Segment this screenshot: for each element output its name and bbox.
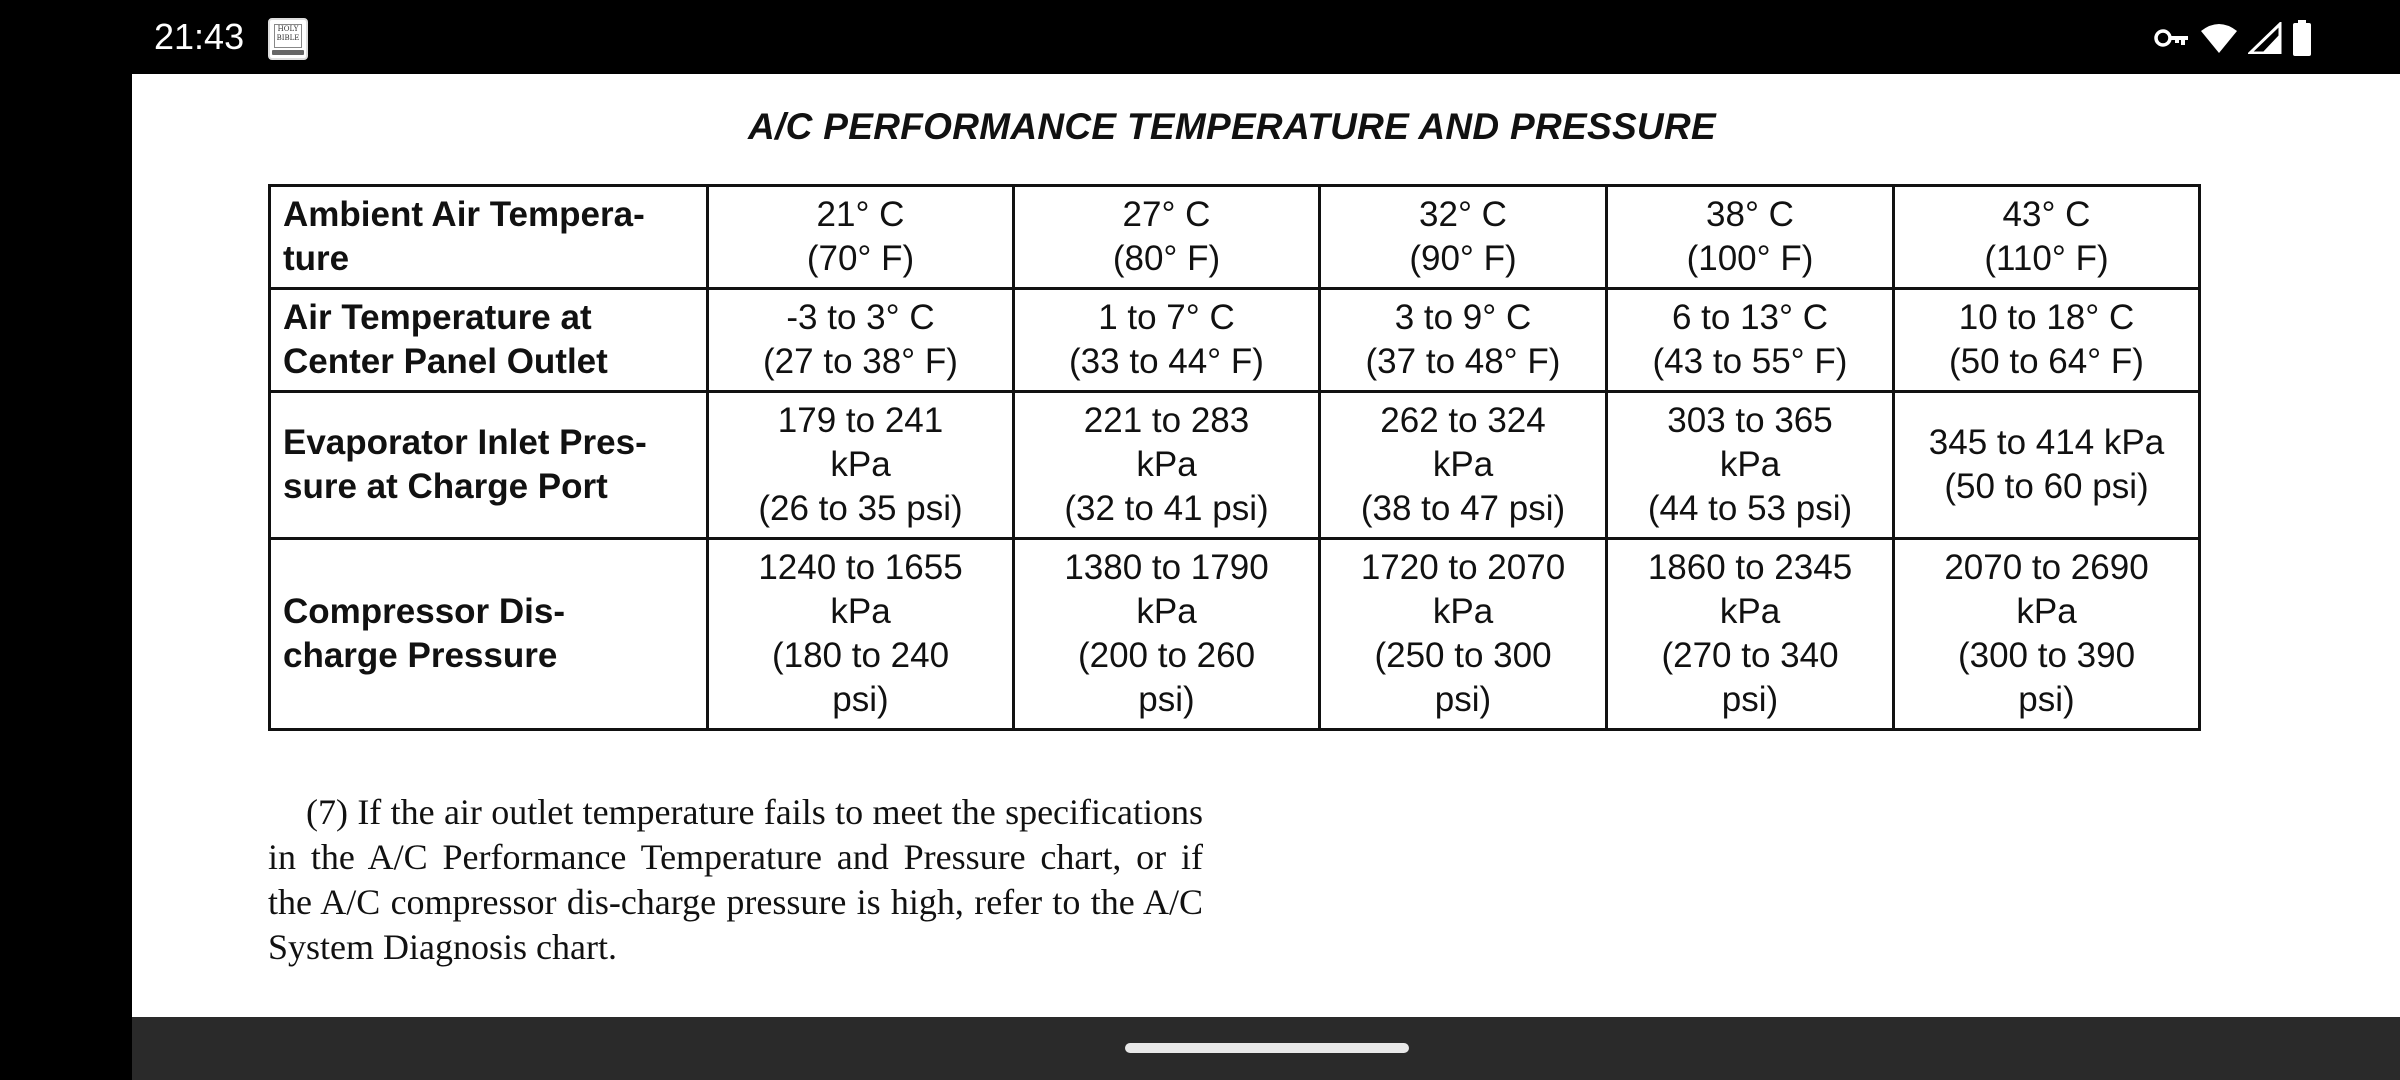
vpn-key-icon: [2154, 26, 2190, 50]
table-cell: 179 to 241 kPa (26 to 35 psi): [708, 392, 1014, 539]
table-cell: 1860 to 2345 kPa (270 to 340 psi): [1607, 539, 1894, 730]
status-time: 21:43: [154, 16, 245, 57]
table-cell: 345 to 414 kPa (50 to 60 psi): [1894, 392, 2200, 539]
home-gesture-handle[interactable]: [1125, 1043, 1409, 1053]
table-cell: 27° C (80° F): [1014, 186, 1320, 289]
battery-icon: [2292, 20, 2312, 56]
instruction-paragraph: (7) If the air outlet temperature fails to meet the specifications in the A/C Performance Temperature and Pressure chart, or if the A/C compressor dis-charge pressure is high, refer to the A/C System Diagnosis chart.: [268, 792, 1203, 967]
wifi-icon: [2200, 22, 2238, 54]
performance-table: [268, 184, 2201, 731]
bible-app-icon-label: HOLY BIBLE: [274, 24, 302, 48]
table-cell: 1720 to 2070 kPa (250 to 300 psi): [1320, 539, 1607, 730]
table-cell: 6 to 13° C (43 to 55° F): [1607, 289, 1894, 392]
document-title: A/C PERFORMANCE TEMPERATURE AND PRESSURE: [748, 106, 1716, 147]
table-row: [270, 289, 2200, 392]
table-cell: 3 to 9° C (37 to 48° F): [1320, 289, 1607, 392]
table-cell: 2070 to 2690 kPa (300 to 390 psi): [1894, 539, 2200, 730]
cell-signal-icon: [2248, 22, 2282, 54]
table-cell: 262 to 324 kPa (38 to 47 psi): [1320, 392, 1607, 539]
row-header-compressor-discharge-pressure: Compressor Dis- charge Pressure: [270, 539, 708, 730]
table-cell: 43° C (110° F): [1894, 186, 2200, 289]
table-cell: 303 to 365 kPa (44 to 53 psi): [1607, 392, 1894, 539]
table-cell: 38° C (100° F): [1607, 186, 1894, 289]
table-cell: 21° C (70° F): [708, 186, 1014, 289]
row-header-air-temperature-center-panel: Air Temperature at Center Panel Outlet: [270, 289, 708, 392]
table-cell: 1240 to 1655 kPa (180 to 240 psi): [708, 539, 1014, 730]
document-page[interactable]: [132, 74, 2400, 1017]
row-header-evaporator-inlet-pressure: Evaporator Inlet Pres- sure at Charge Port: [270, 392, 708, 539]
table-cell: 32° C (90° F): [1320, 186, 1607, 289]
bible-app-icon: [268, 18, 308, 60]
table-row: [270, 186, 2200, 289]
table-cell: 10 to 18° C (50 to 64° F): [1894, 289, 2200, 392]
table-cell: -3 to 3° C (27 to 38° F): [708, 289, 1014, 392]
status-bar: [0, 0, 2400, 74]
table-row: [270, 392, 2200, 539]
row-header-ambient-air-temperature: Ambient Air Tempera- ture: [270, 186, 708, 289]
status-icons: [2154, 18, 2312, 58]
navigation-bar: [132, 1017, 2400, 1080]
table-cell: 221 to 283 kPa (32 to 41 psi): [1014, 392, 1320, 539]
table-cell: 1 to 7° C (33 to 44° F): [1014, 289, 1320, 392]
table-cell: 1380 to 1790 kPa (200 to 260 psi): [1014, 539, 1320, 730]
table-row: [270, 539, 2200, 730]
